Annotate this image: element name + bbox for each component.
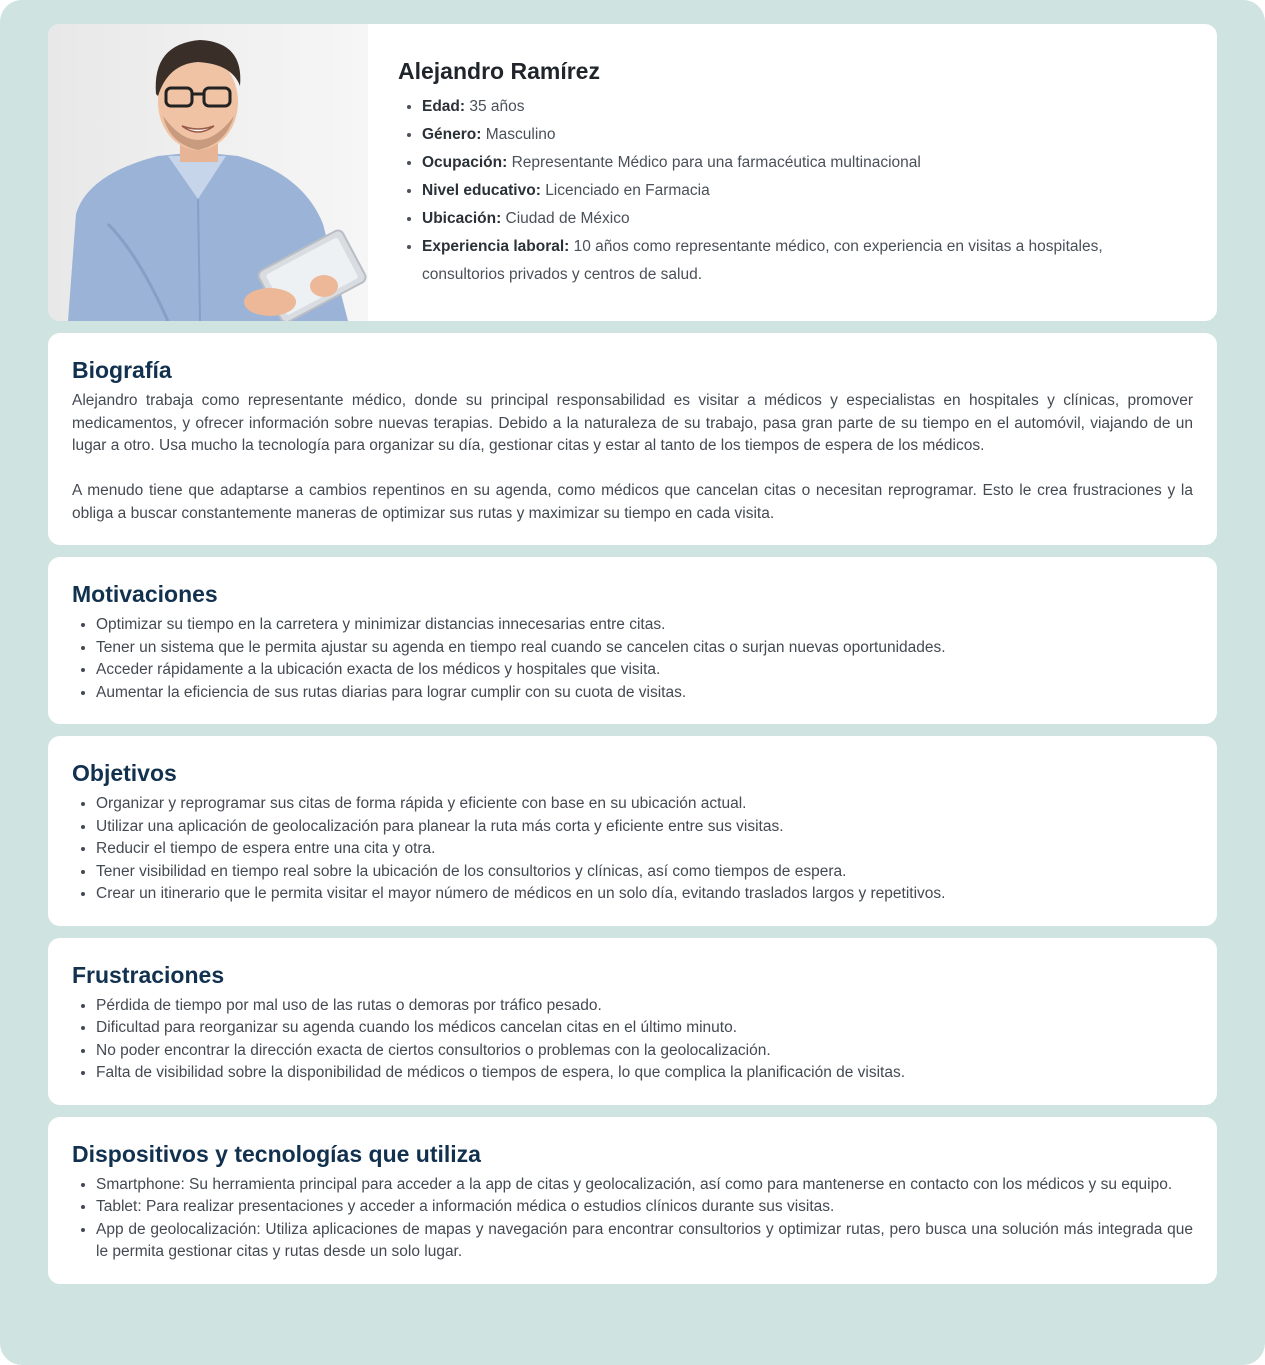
profile-photo (48, 24, 368, 321)
detail-age: • Edad: 35 años (422, 93, 1187, 121)
list-item: • Smartphone: Su herramienta principal para acceder a la app de citas y geolocalización, así como para mantenerse en contacto con los médicos y su equipo. (96, 1174, 1193, 1197)
list-item: • Pérdida de tiempo por mal uso de las rutas o demoras por tráfico pesado. (96, 995, 1193, 1018)
list-item: • Utilizar una aplicación de geolocalización para planear la ruta más corta y eficiente entre sus visitas. (96, 816, 1193, 839)
biography-card (48, 333, 1217, 545)
motivations-list (72, 614, 1193, 704)
profile-info (368, 24, 1217, 321)
biography-title: Biografía (72, 357, 172, 383)
detail-location: • Ubicación: Ciudad de México (422, 205, 1187, 233)
objectives-card (48, 736, 1217, 926)
frustrations-list (72, 995, 1193, 1085)
list-item: • Reducir el tiempo de espera entre una cita y otra. (96, 838, 1193, 861)
man-with-tablet-illustration (48, 24, 368, 321)
devices-list (72, 1174, 1193, 1264)
list-item: • Optimizar su tiempo en la carretera y minimizar distancias innecesarias entre citas. (96, 614, 1193, 637)
biography-paragraph: A menudo tiene que adaptarse a cambios repentinos en su agenda, como médicos que cancelan citas o necesitan reprogramar. Esto le crea frustraciones y la obliga a buscar constantemente maneras de optimizar sus rutas y maximizar su tiempo en cada visita. (72, 482, 1193, 522)
biography-paragraph: Alejandro trabaja como representante médico, donde su principal responsabilidad es visitar a médicos y especialistas en hospitales y clínicas, promover medicamentos, y ofrecer información sobre nuevas terapias. Debido a la naturaleza de su trabajo, pasa gran parte de su tiempo en el automóvil, viajando de un lugar a otro. Usa mucho la tecnología para organizar su día, gestionar citas y estar al tanto de los tiempos de espera de los médicos. (72, 392, 1193, 454)
objectives-title: Objetivos (72, 760, 177, 786)
list-item: • Tablet: Para realizar presentaciones y acceder a información médica o estudios clínicos durante sus visitas. (96, 1196, 1193, 1219)
list-item: • Aumentar la eficiencia de sus rutas diarias para lograr cumplir con su cuota de visitas. (96, 682, 1193, 705)
objectives-list (72, 793, 1193, 906)
motivations-card (48, 557, 1217, 724)
list-item: • Tener un sistema que le permita ajustar su agenda en tiempo real cuando se cancelen citas o surjan nuevas oportunidades. (96, 637, 1193, 660)
detail-experience: • Experiencia laboral: 10 años como representante médico, con experiencia en visitas a hospitales, consultorios privados y centros de salud. (422, 233, 1187, 289)
profile-details-list (398, 93, 1187, 289)
devices-card (48, 1117, 1217, 1284)
list-item: • Crear un itinerario que le permita visitar el mayor número de médicos en un solo día, evitando traslados largos y repetitivos. (96, 883, 1193, 906)
list-item: • App de geolocalización: Utiliza aplicaciones de mapas y navegación para encontrar consultorios y optimizar rutas, pero busca una solución más integrada que le permita gestionar citas y rutas desde un solo lugar. (96, 1219, 1193, 1264)
frustrations-title: Frustraciones (72, 961, 225, 988)
frustrations-card (48, 938, 1217, 1105)
list-item: • Dificultad para reorganizar su agenda cuando los médicos cancelan citas en el último minuto. (96, 1017, 1193, 1040)
persona-name: Alejandro Ramírez (398, 58, 600, 84)
list-item: • Acceder rápidamente a la ubicación exacta de los médicos y hospitales que visita. (96, 659, 1193, 682)
list-item: • No poder encontrar la dirección exacta de ciertos consultorios o problemas con la geolocalización. (96, 1040, 1193, 1063)
list-item: • Falta de visibilidad sobre la disponibilidad de médicos o tiempos de espera, lo que complica la planificación de visitas. (96, 1062, 1193, 1085)
list-item: • Tener visibilidad en tiempo real sobre la ubicación de los consultorios y clínicas, así como tiempos de espera. (96, 861, 1193, 884)
profile-card (48, 24, 1217, 321)
motivations-title: Motivaciones (72, 581, 218, 607)
detail-occupation: • Ocupación: Representante Médico para una farmacéutica multinacional (422, 149, 1187, 177)
devices-title: Dispositivos y tecnologías que utiliza (72, 1140, 481, 1167)
detail-education: • Nivel educativo: Licenciado en Farmacia (422, 177, 1187, 205)
detail-gender: • Género: Masculino (422, 121, 1187, 149)
list-item: • Organizar y reprogramar sus citas de forma rápida y eficiente con base en su ubicación actual. (96, 793, 1193, 816)
